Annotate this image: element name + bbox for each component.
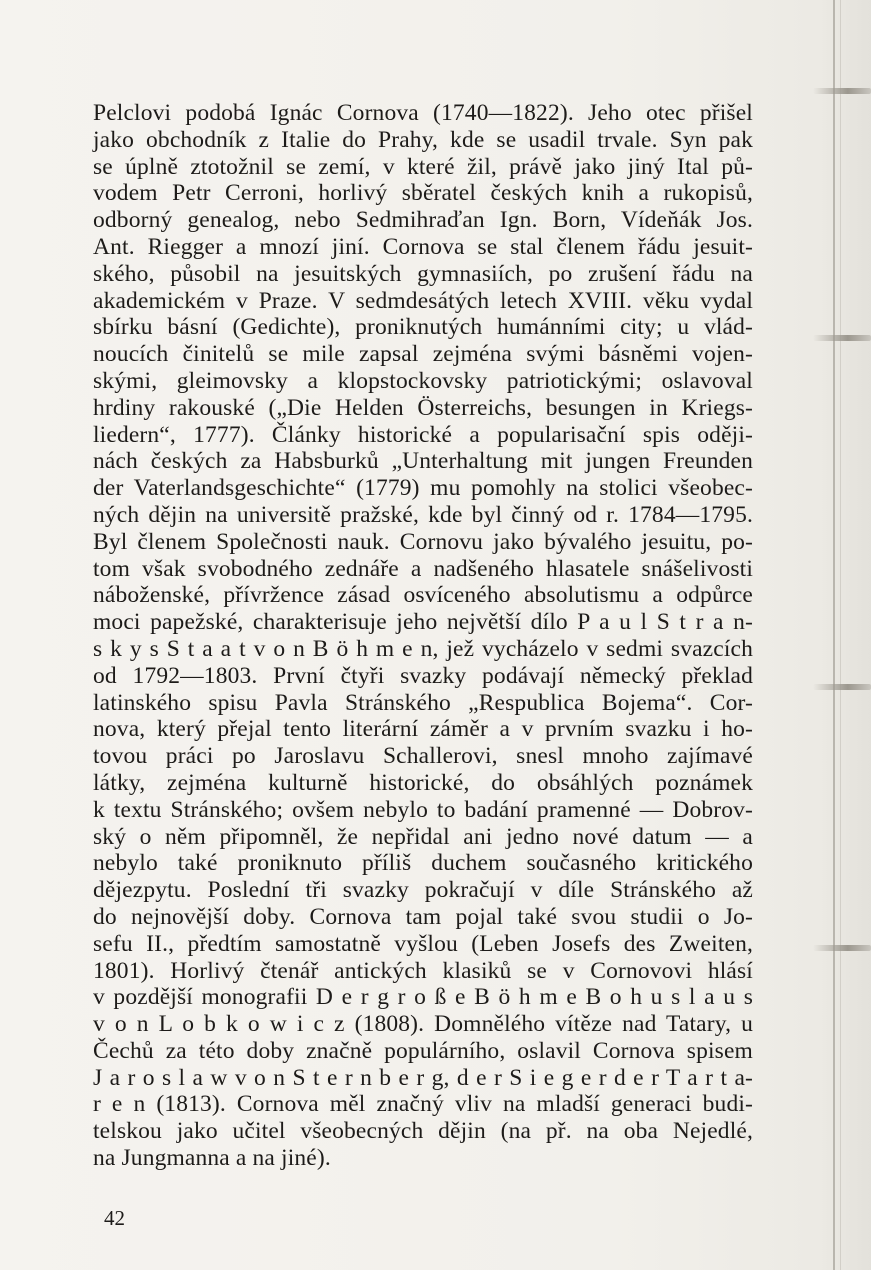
text-line: s k y s S t a a t v o n B ö h m e n, jež vycházelo v sedmi svazcích (93, 635, 753, 662)
text-line: tom však svobodného zednáře a nadšeného hlasatele snášelivosti (93, 555, 753, 582)
page-edge-tab (813, 684, 871, 690)
page-edge-tab (813, 335, 871, 341)
text-line: hrdiny rakouské („Die Helden Österreichs, besungen in Kriegs- (93, 394, 753, 421)
text-line: moci papežské, charakterisuje jeho největší dílo P a u l S t r a n- (93, 609, 753, 636)
page-edge-tab (813, 945, 871, 951)
text-line: náboženské, přívržence zásad osvíceného absolutismu a odpůrce (93, 582, 753, 609)
text-line: dějezpytu. Poslední tři svazky pokračují v díle Stránského až (93, 877, 753, 904)
text-line: ský o něm připomněl, že nepřidal ani jedno nové datum — a (93, 823, 753, 850)
text-line: se úplně ztotožnil se zemí, v které žil, právě jako jiný Ital pů- (93, 153, 753, 180)
text-line: Byl členem Společnosti nauk. Cornovu jako bývalého jesuitu, po- (93, 528, 753, 555)
text-line: na Jungmanna a na jiné). (93, 1145, 331, 1172)
text-line: vodem Petr Cerroni, horlivý sběratel českých knih a rukopisů, (93, 180, 753, 207)
text-line: r e n (1813). Cornova měl značný vliv na mladší generaci budi- (93, 1091, 753, 1118)
text-line: Pelclovi podobá Ignác Cornova (1740—1822). Jeho otec přišel (93, 100, 753, 126)
text-line: latinského spisu Pavla Stránského „Respublica Bojema“. Cor- (93, 689, 753, 716)
text-line: od 1792—1803. První čtyři svazky podávají německý překlad (93, 662, 753, 689)
text-line: telskou jako učitel všeobecných dějin (na př. na oba Nejedlé, (93, 1118, 753, 1145)
text-line: Čechů za této doby značně populárního, oslavil Cornova spisem (93, 1037, 753, 1064)
page-edge-line-inner (840, 0, 841, 1270)
text-line: nova, který přejal tento literární záměr a v prvním svazku i ho- (93, 716, 753, 743)
text-line: látky, zejména kulturně historické, do obsáhlých poznámek (93, 769, 753, 796)
page-edge-line (833, 0, 835, 1270)
text-line: nebylo také proniknuto příliš duchem současného kritického (93, 850, 753, 877)
text-line: sefu II., předtím samostatně vyšlou (Leben Josefs des Zweiten, (93, 930, 753, 957)
body-text (93, 100, 753, 1172)
text-line: odborný genealog, nebo Sedmihraďan Ign. Born, Vídeňák Jos. (93, 207, 753, 234)
text-line: jako obchodník z Italie do Prahy, kde se usadil trvale. Syn pak (93, 126, 753, 153)
text-line: nách českých za Habsburků „Unterhaltung mit jungen Freunden (93, 448, 753, 475)
text-line: v pozdější monografii D e r g r o ß e B ö h m e B o h u s l a u s (93, 984, 753, 1011)
page-number: 42 (104, 1206, 125, 1230)
text-line: akademickém v Praze. V sedmdesátých letech XVIII. věku vydal (93, 287, 753, 314)
text-line: J a r o s l a w v o n S t e r n b e r g, d e r S i e g e r d e r T a r t a- (93, 1064, 753, 1091)
text-line: k textu Stránského; ovšem nebylo to badání pramenné — Dobrov- (93, 796, 753, 823)
text-line: v o n L o b k o w i c z (1808). Domnělého vítěze nad Tatary, u (93, 1011, 753, 1038)
text-line: ných dějin na universitě pražské, kde byl činný od r. 1784—1795. (93, 501, 753, 528)
text-line: noucích činitelů se mile zapsal zejména svými básněmi vojen- (93, 341, 753, 368)
text-line: sbírku básní (Gedichte), proniknutých humánními city; u vlád- (93, 314, 753, 341)
page-edge-tab (813, 88, 871, 94)
text-line: der Vaterlandsgeschichte“ (1779) mu pomohly na stolici všeobec- (93, 475, 753, 502)
text-line: ského, působil na jesuitských gymnasiích, po zrušení řádu na (93, 260, 753, 287)
text-line: 1801). Horlivý čtenář antických klasiků se v Cornovovi hlásí (93, 957, 753, 984)
text-line: Ant. Riegger a mnozí jiní. Cornova se stal členem řádu jesuit- (93, 233, 753, 260)
text-line: liedern“, 1777). Články historické a popularisační spis oději- (93, 421, 753, 448)
text-line: do nejnovější doby. Cornova tam pojal také svou studii o Jo- (93, 903, 753, 930)
text-line: tovou práci po Jaroslavu Schallerovi, snesl mnoho zajímavé (93, 743, 753, 770)
text-line: skými, gleimovsky a klopstockovsky patriotickými; oslavoval (93, 367, 753, 394)
